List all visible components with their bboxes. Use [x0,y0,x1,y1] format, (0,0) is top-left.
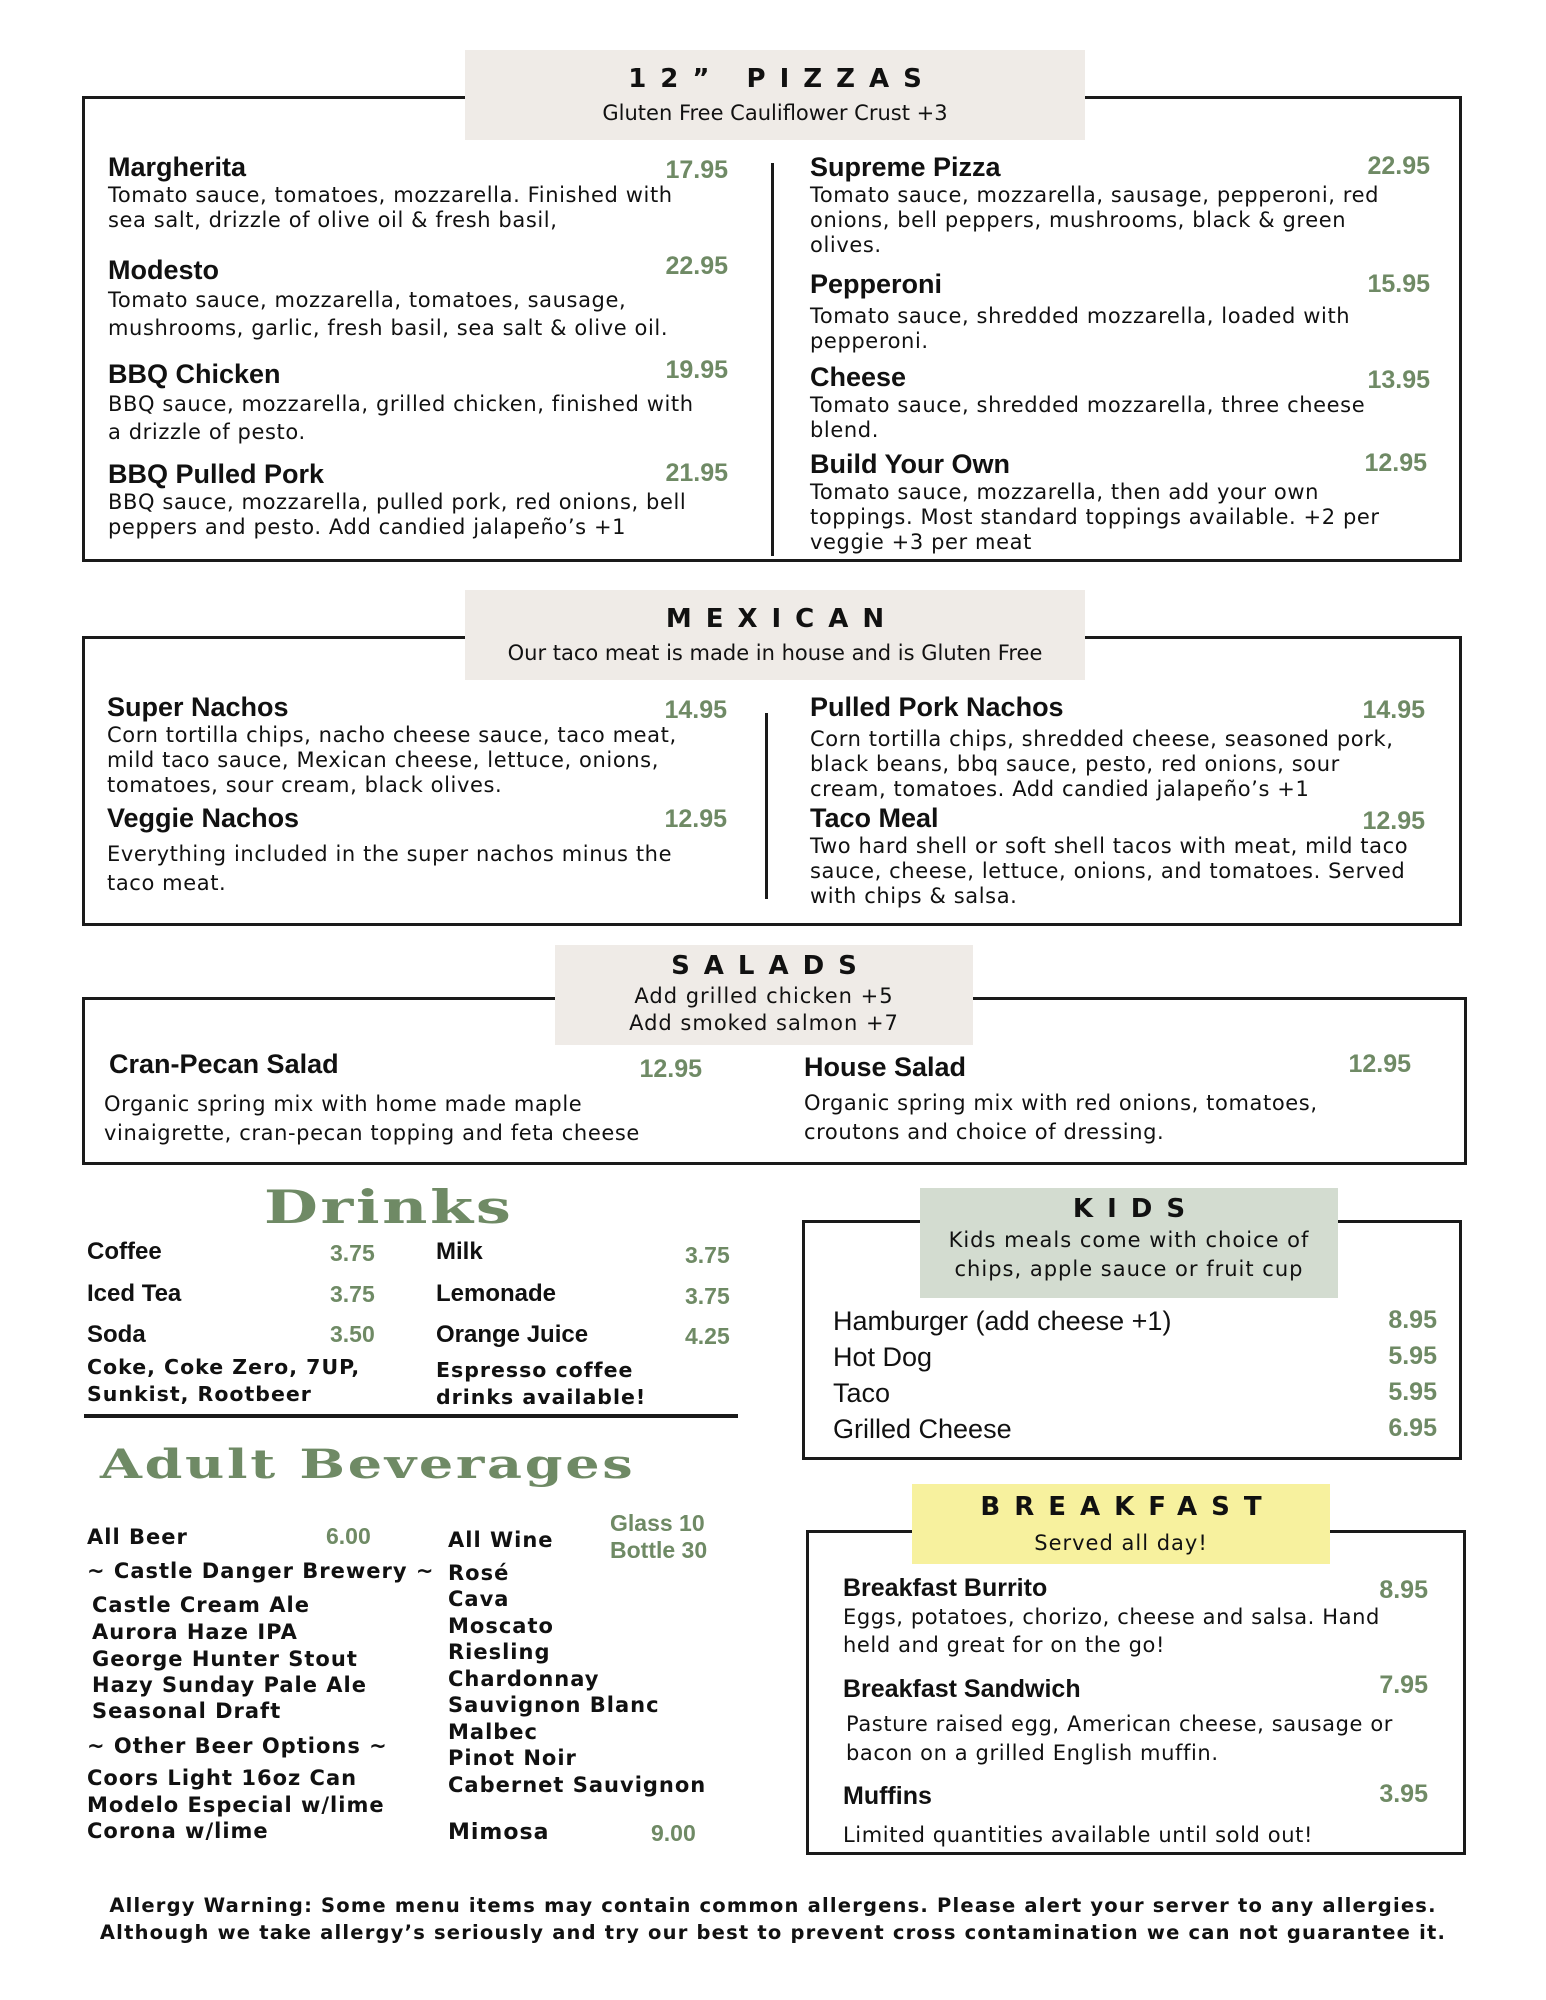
item-description: Tomato sauce, mozzarella, sausage, pepperoni, red onions, bell peppers, mushrooms, black & green olives. [810,183,1380,257]
item-name: Muffins [843,1782,932,1810]
breakfast-heading: BREAKFAST [980,1492,1276,1522]
drink-price: 3.75 [330,1240,375,1266]
menu-item-super-nachos [107,692,727,798]
item-name: Cran-Pecan Salad [109,1049,339,1079]
item-name: Modesto [108,255,219,285]
item-description: Tomato sauce, shredded mozzarella, loaded with pepperoni. [810,304,1351,353]
drink-price: 3.50 [330,1321,375,1347]
menu-item-bbq-pulled-pork [108,459,728,540]
drink-price: 3.75 [685,1283,730,1309]
menu-item-breakfast-burrito [843,1574,1428,1659]
item-price: 12.95 [664,805,727,833]
item-price: 21.95 [665,459,728,487]
kids-heading: KIDS [1072,1194,1200,1224]
menu-item-pulled-pork-nachos [810,692,1425,802]
kids-item [833,1342,1437,1373]
item-price: 12.95 [1348,1050,1411,1078]
pizzas-subheading: Gluten Free Cauliflower Crust +3 [602,101,948,125]
kids-item-name: Taco [833,1378,891,1408]
beer-item: Corona w/lime [87,1819,269,1843]
wine-item: Cabernet Sauvignon [448,1773,707,1797]
beer-item: Modelo Especial w/lime [87,1793,385,1817]
kids-item [833,1306,1437,1337]
beer-item: Coors Light 16oz Can [87,1766,358,1790]
item-description: Pasture raised egg, American cheese, sausage or bacon on a grilled English muffin. [846,1712,1394,1765]
item-price: 12.95 [1364,449,1427,477]
item-name: Taco Meal [810,803,939,833]
kids-item-price: 8.95 [1388,1306,1437,1334]
mimosa-label: Mimosa [448,1820,550,1845]
item-name: House Salad [804,1052,967,1082]
item-name: Super Nachos [107,692,289,722]
espresso-note: Espresso coffee drinks available! [436,1358,647,1409]
wine-item: Riesling [448,1640,551,1664]
item-price: 8.95 [1379,1576,1428,1604]
item-price: 22.95 [665,252,728,280]
wine-bottle-price: Bottle 30 [610,1537,708,1563]
pizzas-heading: 12” PIZZAS [628,64,936,94]
drink-price: 3.75 [685,1242,730,1268]
mexican-subheading: Our taco meat is made in house and is Gluten Free [507,641,1043,665]
item-description: Tomato sauce, tomatoes, mozzarella. Finished with sea salt, drizzle of olive oil & fresh basil, [108,183,673,232]
wine-item: Pinot Noir [448,1746,577,1770]
beer-item: Castle Cream Ale [92,1593,310,1617]
item-description: Tomato sauce, shredded mozzarella, three cheese blend. [810,393,1366,442]
menu-item-veggie-nachos [107,803,727,898]
all-beer-label: All Beer [87,1525,188,1549]
soda-options-note: Coke, Coke Zero, 7UP, Sunkist, Rootbeer [87,1355,361,1406]
kids-item-name: Hamburger (add cheese +1) [833,1306,1172,1336]
kids-item-price: 5.95 [1388,1342,1437,1370]
menu-item-breakfast-sandwich [843,1671,1428,1768]
kids-item-name: Grilled Cheese [833,1414,1012,1444]
item-name: Cheese [810,362,907,392]
wine-item: Sauvignon Blanc [448,1693,660,1717]
item-price: 12.95 [639,1055,702,1083]
menu-item-build-your-own [810,449,1430,555]
item-description: BBQ sauce, mozzarella, pulled pork, red onions, bell peppers and pesto. Add candied jalapeño’s +1 [108,490,687,539]
item-name: Supreme Pizza [810,152,1001,182]
kids-item-name: Hot Dog [833,1342,933,1372]
item-description: Tomato sauce, mozzarella, then add your own toppings. Most standard toppings available. +2 per veggie +3 per meat [810,480,1380,554]
item-price: 13.95 [1367,366,1430,394]
item-price: 15.95 [1367,270,1430,298]
menu-item-house-salad [804,1052,1411,1147]
menu-item-muffins [843,1782,1428,1848]
mimosa-price: 9.00 [651,1820,696,1846]
item-price: 22.95 [1367,152,1430,180]
drink-name: Iced Tea [87,1280,182,1307]
kids-items [833,1306,1437,1456]
wine-item: Malbec [448,1720,538,1744]
kids-item-price: 5.95 [1388,1378,1437,1406]
item-name: BBQ Pulled Pork [108,459,325,489]
item-price: 17.95 [665,156,728,184]
item-description: Corn tortilla chips, shredded cheese, seasoned pork, black beans, bbq sauce, pesto, red onions, sour cream, tomatoes. Add candied jalapeño’s +1 [810,727,1394,801]
item-name: Pulled Pork Nachos [810,692,1064,722]
menu-item-modesto [108,252,728,342]
item-price: 19.95 [665,356,728,384]
item-description: Eggs, potatoes, chorizo, cheese and salsa. Hand held and great for on the go! [843,1605,1380,1657]
allergy-warning-line2: Although we take allergy’s seriously and try our best to prevent cross contamination we can not guarantee it. [99,1921,1447,1944]
item-name: Pepperoni [810,269,943,299]
item-description: Everything included in the super nachos minus the taco meat. [107,842,673,895]
drink-name: Orange Juice [436,1321,589,1348]
item-description: BBQ sauce, mozzarella, grilled chicken, finished with a drizzle of pesto. [108,392,694,444]
mexican-divider [765,713,768,899]
item-price: 14.95 [664,696,727,724]
wine-item: Moscato [448,1614,554,1638]
menu-item-pepperoni [810,269,1430,354]
menu-item-margherita [108,152,728,233]
drink-name: Lemonade [436,1280,557,1307]
drinks-title: Drinks [264,1180,514,1234]
item-name: Build Your Own [810,449,1010,479]
pizzas-header-tab [465,50,1085,140]
item-price: 3.95 [1379,1780,1428,1808]
item-price: 7.95 [1379,1671,1428,1699]
menu-item-cheese [810,362,1430,443]
drink-price: 3.75 [330,1281,375,1307]
item-description: Tomato sauce, mozzarella, tomatoes, sausage, mushrooms, garlic, fresh basil, sea salt & olive oil. [108,288,669,340]
mexican-header-tab [465,590,1085,680]
drink-price: 4.25 [685,1323,730,1349]
drink-name: Coffee [87,1238,162,1265]
wine-item: Cava [448,1587,510,1611]
item-price: 12.95 [1362,807,1425,835]
item-name: Veggie Nachos [107,803,300,833]
item-name: Breakfast Sandwich [843,1675,1081,1703]
drinks-divider [84,1414,738,1418]
mexican-heading: MEXICAN [665,604,899,634]
beer-item: Seasonal Draft [92,1699,282,1723]
kids-header-tab [920,1188,1338,1298]
item-description: Organic spring mix with red onions, tomatoes, croutons and choice of dressing. [804,1091,1318,1144]
salads-header-tab [555,945,973,1045]
menu-item-cran-pecan-salad [104,1049,702,1148]
salads-subheading-chicken: Add grilled chicken +5 [634,984,894,1008]
salads-subheading-salmon: Add smoked salmon +7 [629,1011,899,1035]
kids-item-price: 6.95 [1388,1414,1437,1442]
item-name: Breakfast Burrito [843,1574,1048,1602]
item-description: Corn tortilla chips, nacho cheese sauce, taco meat, mild taco sauce, Mexican cheese, lettuce, onions, tomatoes, sour cream, black olives. [107,723,677,797]
menu-item-taco-meal [810,803,1425,909]
item-description: Organic spring mix with home made maple vinaigrette, cran-pecan topping and feta cheese [104,1092,640,1145]
beer-item: Hazy Sunday Pale Ale [92,1673,367,1697]
kids-item [833,1414,1437,1445]
allergy-warning-line1: Allergy Warning: Some menu items may contain common allergens. Please alert your server to any allergies. [109,1894,1437,1917]
wine-item: Rosé [448,1561,510,1585]
breakfast-header-tab [912,1484,1330,1564]
all-wine-label: All Wine [448,1528,554,1552]
drink-name: Soda [87,1321,146,1348]
kids-subheading-line1: Kids meals come with choice of [948,1228,1310,1252]
castle-danger-brewery-label: ~ Castle Danger Brewery ~ [87,1559,435,1583]
adult-beverages-title: Adult Beverages [100,1441,636,1488]
item-price: 14.95 [1362,696,1425,724]
beer-item: George Hunter Stout [92,1647,358,1671]
pizzas-divider [771,163,774,556]
all-beer-price: 6.00 [326,1523,371,1549]
menu-item-supreme-pizza [810,152,1430,258]
other-beer-options-label: ~ Other Beer Options ~ [87,1734,388,1758]
drink-name: Milk [436,1238,483,1265]
item-name: Margherita [108,152,247,182]
kids-subheading-line2: chips, apple sauce or fruit cup [954,1257,1304,1281]
salads-heading: SALADS [671,951,871,981]
beer-item: Aurora Haze IPA [92,1620,298,1644]
wine-glass-price: Glass 10 [610,1510,705,1536]
menu-item-bbq-chicken [108,356,728,446]
item-description: Two hard shell or soft shell tacos with meat, mild taco sauce, cheese, lettuce, onions, and tomatoes. Served with chips & salsa. [810,834,1409,908]
kids-item [833,1378,1437,1409]
item-description: Limited quantities available until sold out! [843,1823,1313,1847]
breakfast-subheading: Served all day! [1034,1531,1208,1555]
wine-item: Chardonnay [448,1667,600,1691]
item-name: BBQ Chicken [108,359,281,389]
